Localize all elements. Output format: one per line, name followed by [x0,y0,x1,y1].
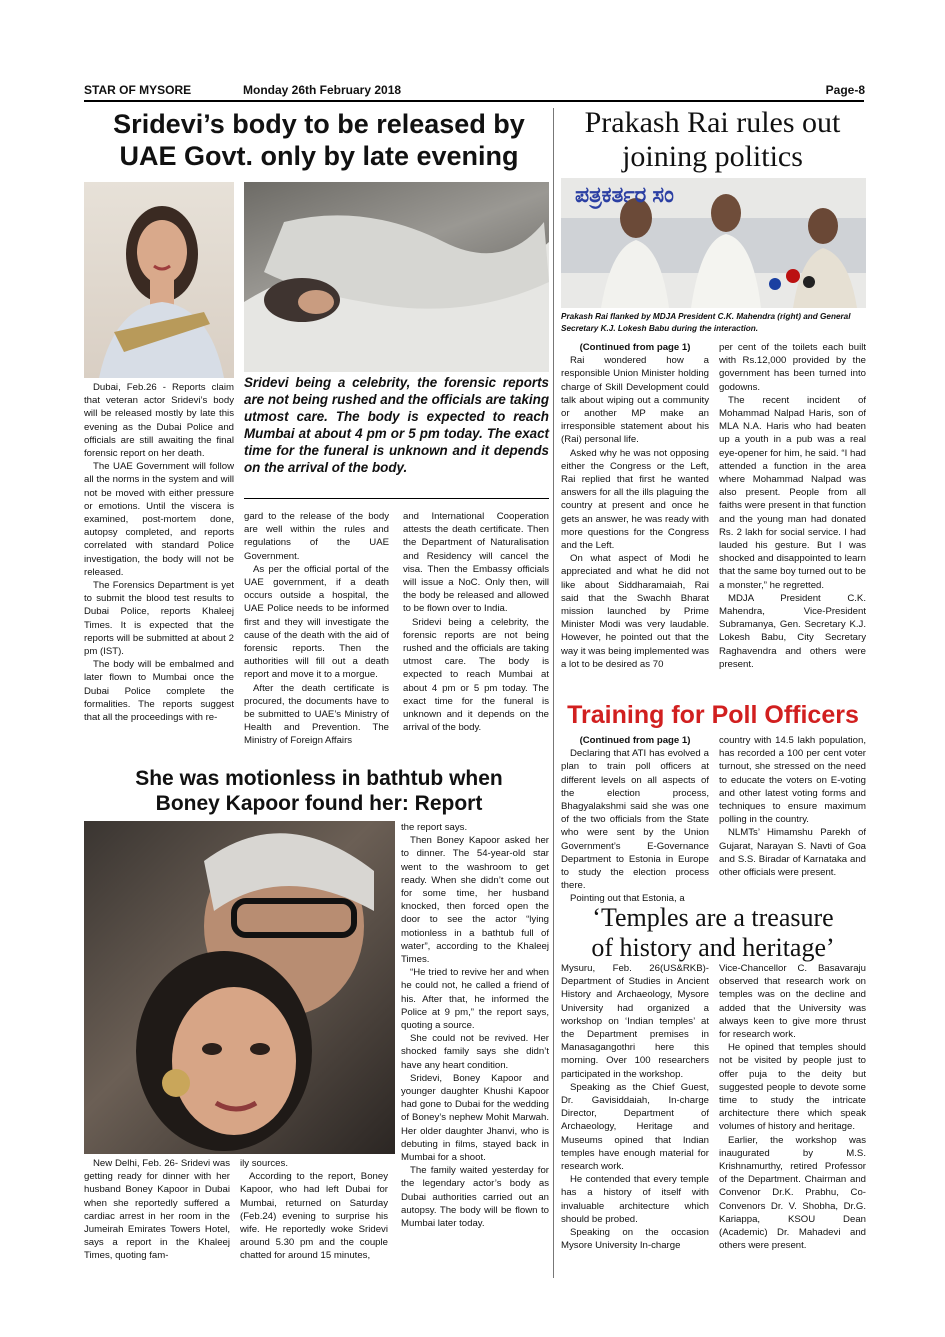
header-rule [84,100,864,102]
bathtub-story-col1: New Delhi, Feb. 26- Sridevi was getting ready for dinner with her husband Boney Kapoor in Dubai when she reportedly suffered a cardiac arrest in her room in the Jumeirah Emirates Towers Hotel, says a report in the Khaleej Times, quoting fam- [84,1158,230,1262]
prakash-headline: Prakash Rai rules out joining politics [584,106,841,173]
prakash-press-meet-photo [561,178,866,308]
newspaper-name: STAR OF MYSORE [84,83,192,97]
pull-quote-rule [244,498,549,499]
bathtub-story-col3: the report says. Then Boney Kapoor asked her to dinner. The 54-year-old star went to the washroom to get ready. When she didn’t come out for some time, her husband knocked, then forced open the door to see the actor “lying motionless in a bathtub full of water”, according to the Khaleej Times. “He tried to revive her and when he could not, he called a friend of his. After that, he informed the Police at 9 pm,” the report says, quoting a source. She could not be revived. Her shocked family says she didn’t have any heart condition. Sridevi, Boney Kapoor and younger daughter Khushi Kapoor had gone to Dubai for the wedding of Boney’s nephew Mohit Marwah. Her older daughter Jhanvi, who is debuting in films, stayed back in Mumbai for a shoot. The family waited yesterday for the legendary actor’s body as Dubai authorities carried out an autopsy. The body will be flown to Mumbai later today. [401,822,549,1230]
training-story-col2: country with 14.5 lakh population, has recorded a 100 per cent voter turnout, she stressed on the need to educate the voters on E-voting and other latest voting forms and techniques to ensure maximum polling in the country. NLMTs’ Himamshu Parekh of Gujarat, Narayan S. Navti of Goa and S.S. Biradar of Karnataka and other officials were present. [719,735,866,879]
sridevi-story-col3: and International Cooperation attests the death certificate. Then the Department of Naturalisation and Residency will cancel the visa. Then the Embassy officials will issue a NoC. Only then, will the body be released and allowed to be flown over to India. Sridevi being a celebrity, the forensic reports are not being rushed and the officials are taking utmost care. The body is expected to reach Mumbai at about 4 pm or 5 pm today. The exact time for the funeral is unknown and it depends on the arrival of the body. [403,511,549,734]
prakash-story-col2: per cent of the toilets each built with Rs.12,000 provided by the government has been turned into godowns. The recent incident of Mohammad Nalpad Haris, son of MLA N.A. Haris who had beaten up a youth in a pub was a real eye-opener for him, he said. “I had attended a function in the area where Mohammad Nalpad was also present. People from all faiths were present in that function and the young man had donated Rs. 2 lakh for social service. I had lauded his gesture. But I was shocked and disappointed to learn that the same boy turned out to be a monster,” he regretted. MDJA President C.K. Mahendra, Vice-President Subramanya, Gen. Secretary K.J. Lokesh Babu, City Secretary Raghavendra and others were present. [719,342,866,670]
prakash-photo-caption: Prakash Rai flanked by MDJA President C.K. Mahendra (right) and General Secretary K.J. Lokesh Babu during the interaction. [561,312,851,333]
sridevi-pull-quote: Sridevi being a celebrity, the forensic reports are not being rushed and the officials are taking utmost care. The body is expected to reach Mumbai at about 4 pm or 5 pm today. The exact time for the funeral is unknown and it depends on the arrival of the body. [244,375,549,475]
temples-story-col1: Mysuru, Feb. 26(US&RKB)- Department of Studies in Ancient History and Archaeology, Mysore University had organized a workshop on ‘Indian temples’ at the Department premises in Manasagangothri here this morning. Over 100 researchers participated in the workshop. Speaking as the Chief Guest, Dr. Gavisiddaiah, In-charge Director, Department of Archaeology, Heritage and Museums opined that Indian temples have enough material for research work. He contended that every temple has a history of itself with invaluable architecture which should be probed. Speaking on the occasion Mysore University In-charge [561,963,709,1252]
page-number: Page-8 [825,83,865,97]
sridevi-headline: Sridevi’s body to be released by UAE Govt. only by late evening [113,109,525,172]
sridevi-story-col1: Dubai, Feb.26 - Reports claim that veteran actor Sridevi’s body will be released mostly by late this evening as the Dubai Police and officials are still awaiting the final forensic report on her death. The UAE Government will follow all the norms in the system and will not be moved with either pressure or emotions. Until the viscera is examined, post-mortem done, autopsy completed, and reports correlated with standard Police investigation, the body will not be released. The Forensics Department is yet to submit the blood test results to Dubai Police, reports Khaleej Times. It is expected that the reports will be submitted at about 2 pm (IST). The body will be embalmed and later flown to Mumbai once the Dubai Police complete the formalities. The reports suggest that all the proceedings with re- [84,382,234,724]
column-divider [553,108,554,1278]
press-club-banner: ಪತ್ರಕರ್ತರ ಸಂ [575,182,674,207]
sridevi-boney-photo [84,821,395,1154]
prakash-story-col1: (Continued from page 1) Rai wondered how a responsible Union Minister holding charge of Skill Development could talk about wiping out a community or another MP make an irresponsible statement about his (Rai) personal life. Asked why he was not opposing either the Congress or the Left, Rai replied that first he wanted answers for all the ills plaguing the country at present and once he gets an answer, he was ready with more questions for the Congress and the Left. On what aspect of Modi he appreciated and what he did not like about Siddharamaiah, Rai said that the Swachh Bharat mission launched by Prime Minister Modi was very laudable. However, he pointed out that the way it was being implemented was a lot to be desired as 70 [561,342,709,670]
temples-headline: ‘Temples are a treasure of history and heritage’ [591,903,835,962]
shrouded-body-photo [244,182,549,372]
training-story-col1: (Continued from page 1) Declaring that ATI has evolved a plan to train poll officers at different levels on all aspects of the election process, Bhagyalakshmi said she was one of the two officials from the State who were sent by the Union Government’s E-Governance Department to Estonia in Europe to study the election process there. Pointing out that Estonia, a [561,735,709,904]
temples-story-col2: Vice-Chancellor C. Basavaraju observed that research work on temples was on the decline and added that the University was always keen to give more thrust for research work. He opined that temples should not be visited by people just to offer puja to the deity but suggested people to devote some time to study the intricate architecture there which speak volumes of history and heritage. Earlier, the workshop was inaugurated by M.S. Krishnamurthy, retired Professor of the Department. Chairman and Convenor Dr.K. Prabhu, Co-Convenors Dr. V. Shobha, Dr.G. Kariappa, KSOU Dean (Academic) Dr. Mahadevi and others were present. [719,963,866,1252]
bathtub-headline: She was motionless in bathtub when Boney Kapoor found her: Report [135,767,503,816]
sridevi-story-col2: gard to the release of the body are well within the rules and regulations of the UAE Government. As per the official portal of the UAE government, if a death occurs outside a hospital, the UAE Police needs to be informed first and they will investigate the cause of the death with the aid of forensic reports. Then the authorities will fill out a death report and move it to a morgue. After the death certificate is procured, the documents have to be submitted to UAE’s Ministry of Health and Prevention. The Ministry of Foreign Affairs [244,511,389,747]
issue-date: Monday 26th February 2018 [243,83,402,97]
bathtub-story-col2: ily sources. According to the report, Boney Kapoor, who had left Dubai for Mumbai, returned on Saturday (Feb.24) evening to surprise his wife. He reportedly woke Sridevi around 5.30 pm and the couple chatted for around 15 minutes, [240,1158,388,1262]
training-headline: Training for Poll Officers [567,701,859,729]
sridevi-portrait-photo [84,182,234,378]
